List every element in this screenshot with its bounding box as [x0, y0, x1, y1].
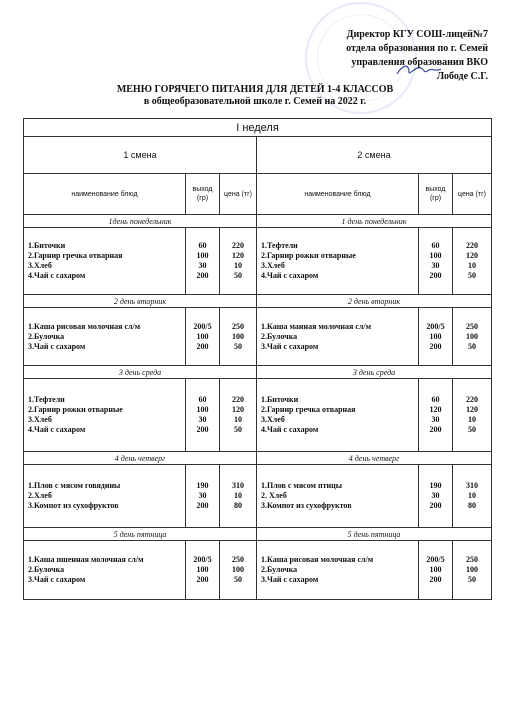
yield-value: 30 [431, 261, 440, 270]
dish-item: 2.Булочка [261, 331, 298, 341]
yield-value: 60 [431, 241, 440, 250]
dish-item: 1.Каша рисовая молочная сл/м [28, 321, 141, 331]
title-line-2: в общеобразовательной школе г. Семей на 2022 г. [143, 96, 367, 107]
yield-list [419, 228, 453, 295]
price-list [220, 308, 257, 366]
day-menu-row [24, 379, 492, 452]
price-value: 250 [232, 555, 244, 564]
dish-item: 1.Биточки [261, 395, 299, 404]
approval-block [288, 28, 488, 84]
week-header: I неделя [24, 119, 492, 137]
yield-list [186, 379, 220, 452]
day-menu-row [24, 308, 492, 366]
column-header-dish: наименование блюд [257, 174, 419, 215]
yield-value: 30 [431, 491, 440, 500]
yield-value: 200 [429, 425, 442, 434]
yield-value: 100 [429, 251, 442, 260]
day-label-shift-1: 4 день четверг [24, 452, 257, 465]
yield-value: 120 [429, 405, 442, 414]
yield-list [186, 465, 220, 528]
dish-item: 4.Чай с сахаром [28, 271, 86, 280]
price-value: 50 [234, 575, 242, 584]
dish-item: 3.Чай с сахаром [261, 341, 319, 351]
yield-list [186, 308, 220, 366]
approval-line: Лободе С.Г. [436, 71, 488, 82]
column-header-price: цена (тг) [453, 174, 492, 215]
day-header-row [24, 452, 492, 465]
price-list [453, 308, 492, 366]
dish-list [257, 541, 419, 600]
price-value: 120 [232, 405, 244, 414]
yield-value: 30 [198, 415, 207, 424]
yield-list [419, 465, 453, 528]
day-header-row [24, 366, 492, 379]
yield-value: 60 [431, 395, 440, 404]
price-list [453, 379, 492, 452]
price-value: 50 [234, 271, 242, 280]
price-value: 250 [466, 555, 478, 564]
dish-list [24, 308, 186, 366]
yield-value: 100 [196, 565, 209, 574]
price-value: 10 [468, 261, 476, 270]
yield-value: 200 [429, 501, 442, 510]
price-value: 10 [234, 261, 242, 270]
price-value: 100 [466, 331, 478, 341]
dish-item: 4.Чай с сахаром [261, 425, 319, 434]
approval-line: управления образования ВКО [351, 57, 488, 68]
price-value: 250 [466, 321, 478, 331]
yield-value: 100 [196, 251, 209, 260]
price-value: 50 [234, 425, 242, 434]
dish-item: 1.Каша рисовая молочная сл/м [261, 555, 374, 564]
yield-value: 100 [429, 565, 442, 574]
days-body [24, 215, 492, 600]
dish-item: 3.Чай с сахаром [28, 341, 86, 351]
price-value: 120 [466, 251, 478, 260]
yield-list [186, 228, 220, 295]
dish-item: 3.Чай с сахаром [261, 575, 319, 584]
yield-list [186, 541, 220, 600]
yield-value: 200 [196, 501, 209, 510]
dish-list [257, 465, 419, 528]
yield-value: 190 [429, 481, 442, 490]
price-value: 80 [234, 501, 242, 510]
dish-item: 2.Хлеб [28, 491, 52, 500]
dish-item: 1.Тефтели [261, 241, 298, 250]
dish-item: 2. Хлеб [261, 491, 287, 500]
dish-item: 2.Гарнир гречка отварная [28, 251, 123, 260]
column-header-price: цена (тг) [220, 174, 257, 215]
yield-list [419, 541, 453, 600]
dish-list [24, 465, 186, 528]
price-value: 50 [234, 341, 242, 351]
dish-item: 2.Булочка [261, 565, 298, 574]
dish-item: 1.Плов с мясом птицы [261, 481, 343, 490]
price-list [453, 541, 492, 600]
dish-item: 2.Булочка [28, 565, 65, 574]
yield-value: 100 [196, 331, 209, 341]
dish-item: 3.Хлеб [28, 261, 52, 270]
day-label-shift-1: 1день понедельник [24, 215, 257, 228]
yield-list [419, 308, 453, 366]
price-value: 250 [232, 321, 244, 331]
day-label-shift-1: 2 день вторник [24, 295, 257, 308]
dish-item: 3.Компот из сухофруктов [28, 501, 119, 510]
price-value: 10 [468, 415, 476, 424]
day-header-row [24, 528, 492, 541]
dish-item: 3.Компот из сухофруктов [261, 501, 352, 510]
price-value: 310 [466, 481, 478, 490]
price-value: 10 [234, 491, 242, 500]
yield-value: 30 [198, 261, 207, 270]
price-value: 100 [232, 565, 244, 574]
yield-value: 200 [429, 575, 442, 584]
price-value: 50 [468, 341, 476, 351]
dish-item: 1.Каша пшенная молочная сл/м [28, 555, 144, 564]
day-menu-row [24, 228, 492, 295]
yield-value: 200/5 [193, 555, 212, 564]
yield-value: 200 [196, 271, 209, 280]
day-label-shift-1: 5 день пятница [24, 528, 257, 541]
price-list [453, 465, 492, 528]
title-line-1: МЕНЮ ГОРЯЧЕГО ПИТАНИЯ ДЛЯ ДЕТЕЙ 1-4 КЛАССОВ [116, 84, 394, 95]
price-value: 100 [232, 331, 244, 341]
dish-item: 4.Чай с сахаром [261, 271, 319, 280]
dish-item: 2.Гарнир рожки отварные [28, 405, 123, 414]
dish-item: 2.Гарнир рожки отварные [261, 251, 356, 260]
yield-value: 200 [429, 341, 442, 351]
dish-item: 1.Биточки [28, 241, 66, 250]
yield-value: 200/5 [426, 555, 445, 564]
price-list [220, 541, 257, 600]
day-label-shift-2: 2 день вторник [257, 295, 492, 308]
dish-item: 3.Чай с сахаром [28, 575, 86, 584]
dish-list [24, 379, 186, 452]
dish-item: 3.Хлеб [28, 415, 52, 424]
day-label-shift-2: 3 день среда [257, 366, 492, 379]
price-list [220, 465, 257, 528]
yield-value: 60 [198, 395, 207, 404]
price-value: 50 [468, 271, 476, 280]
price-value: 10 [234, 415, 242, 424]
column-header-yield: выход (гр) [186, 174, 220, 215]
approval-line: отдела образования по г. Семей [346, 43, 488, 54]
day-menu-row [24, 465, 492, 528]
day-label-shift-1: 3 день среда [24, 366, 257, 379]
approval-line: Директор КГУ СОШ-лицей№7 [346, 29, 488, 40]
dish-item: 2.Гарнир гречка отварная [261, 405, 356, 414]
dish-list [24, 228, 186, 295]
price-value: 80 [468, 501, 476, 510]
day-header-row [24, 215, 492, 228]
price-list [453, 228, 492, 295]
dish-item: 1.Каша манная молочная сл/м [261, 321, 372, 331]
price-value: 220 [232, 395, 244, 404]
price-value: 120 [466, 405, 478, 414]
day-label-shift-2: 1 день понедельник [257, 215, 492, 228]
dish-item: 1.Тефтели [28, 395, 65, 404]
price-list [220, 228, 257, 295]
price-value: 220 [466, 241, 478, 250]
yield-value: 200/5 [426, 321, 445, 331]
dish-list [257, 379, 419, 452]
day-label-shift-2: 5 день пятница [257, 528, 492, 541]
dish-list [257, 308, 419, 366]
column-header-dish: наименование блюд [24, 174, 186, 215]
menu-table [23, 118, 492, 600]
price-value: 220 [232, 241, 244, 250]
dish-item: 2.Булочка [28, 331, 65, 341]
yield-value: 100 [196, 405, 209, 414]
price-value: 50 [468, 425, 476, 434]
document-title [0, 84, 510, 108]
yield-value: 30 [198, 491, 207, 500]
column-header-yield: выход (гр) [419, 174, 453, 215]
price-value: 100 [466, 565, 478, 574]
yield-list [419, 379, 453, 452]
price-value: 50 [468, 575, 476, 584]
day-label-shift-2: 4 день четверг [257, 452, 492, 465]
dish-item: 3.Хлеб [261, 261, 285, 270]
price-value: 310 [232, 481, 244, 490]
day-header-row [24, 295, 492, 308]
shift-2-header: 2 смена [257, 137, 492, 174]
price-value: 120 [232, 251, 244, 260]
yield-value: 100 [429, 331, 442, 341]
yield-value: 30 [431, 415, 440, 424]
dish-item: 1.Плов с мясом говядины [28, 481, 121, 490]
yield-value: 200 [429, 271, 442, 280]
dish-list [257, 228, 419, 295]
yield-value: 200 [196, 575, 209, 584]
yield-value: 200 [196, 341, 209, 351]
yield-value: 60 [198, 241, 207, 250]
yield-value: 200 [196, 425, 209, 434]
dish-item: 3.Хлеб [261, 415, 285, 424]
price-list [220, 379, 257, 452]
dish-list [24, 541, 186, 600]
yield-value: 200/5 [193, 321, 212, 331]
dish-item: 4.Чай с сахаром [28, 425, 86, 434]
price-value: 10 [468, 491, 476, 500]
day-menu-row [24, 541, 492, 600]
yield-value: 190 [196, 481, 209, 490]
price-value: 220 [466, 395, 478, 404]
shift-1-header: 1 смена [24, 137, 257, 174]
